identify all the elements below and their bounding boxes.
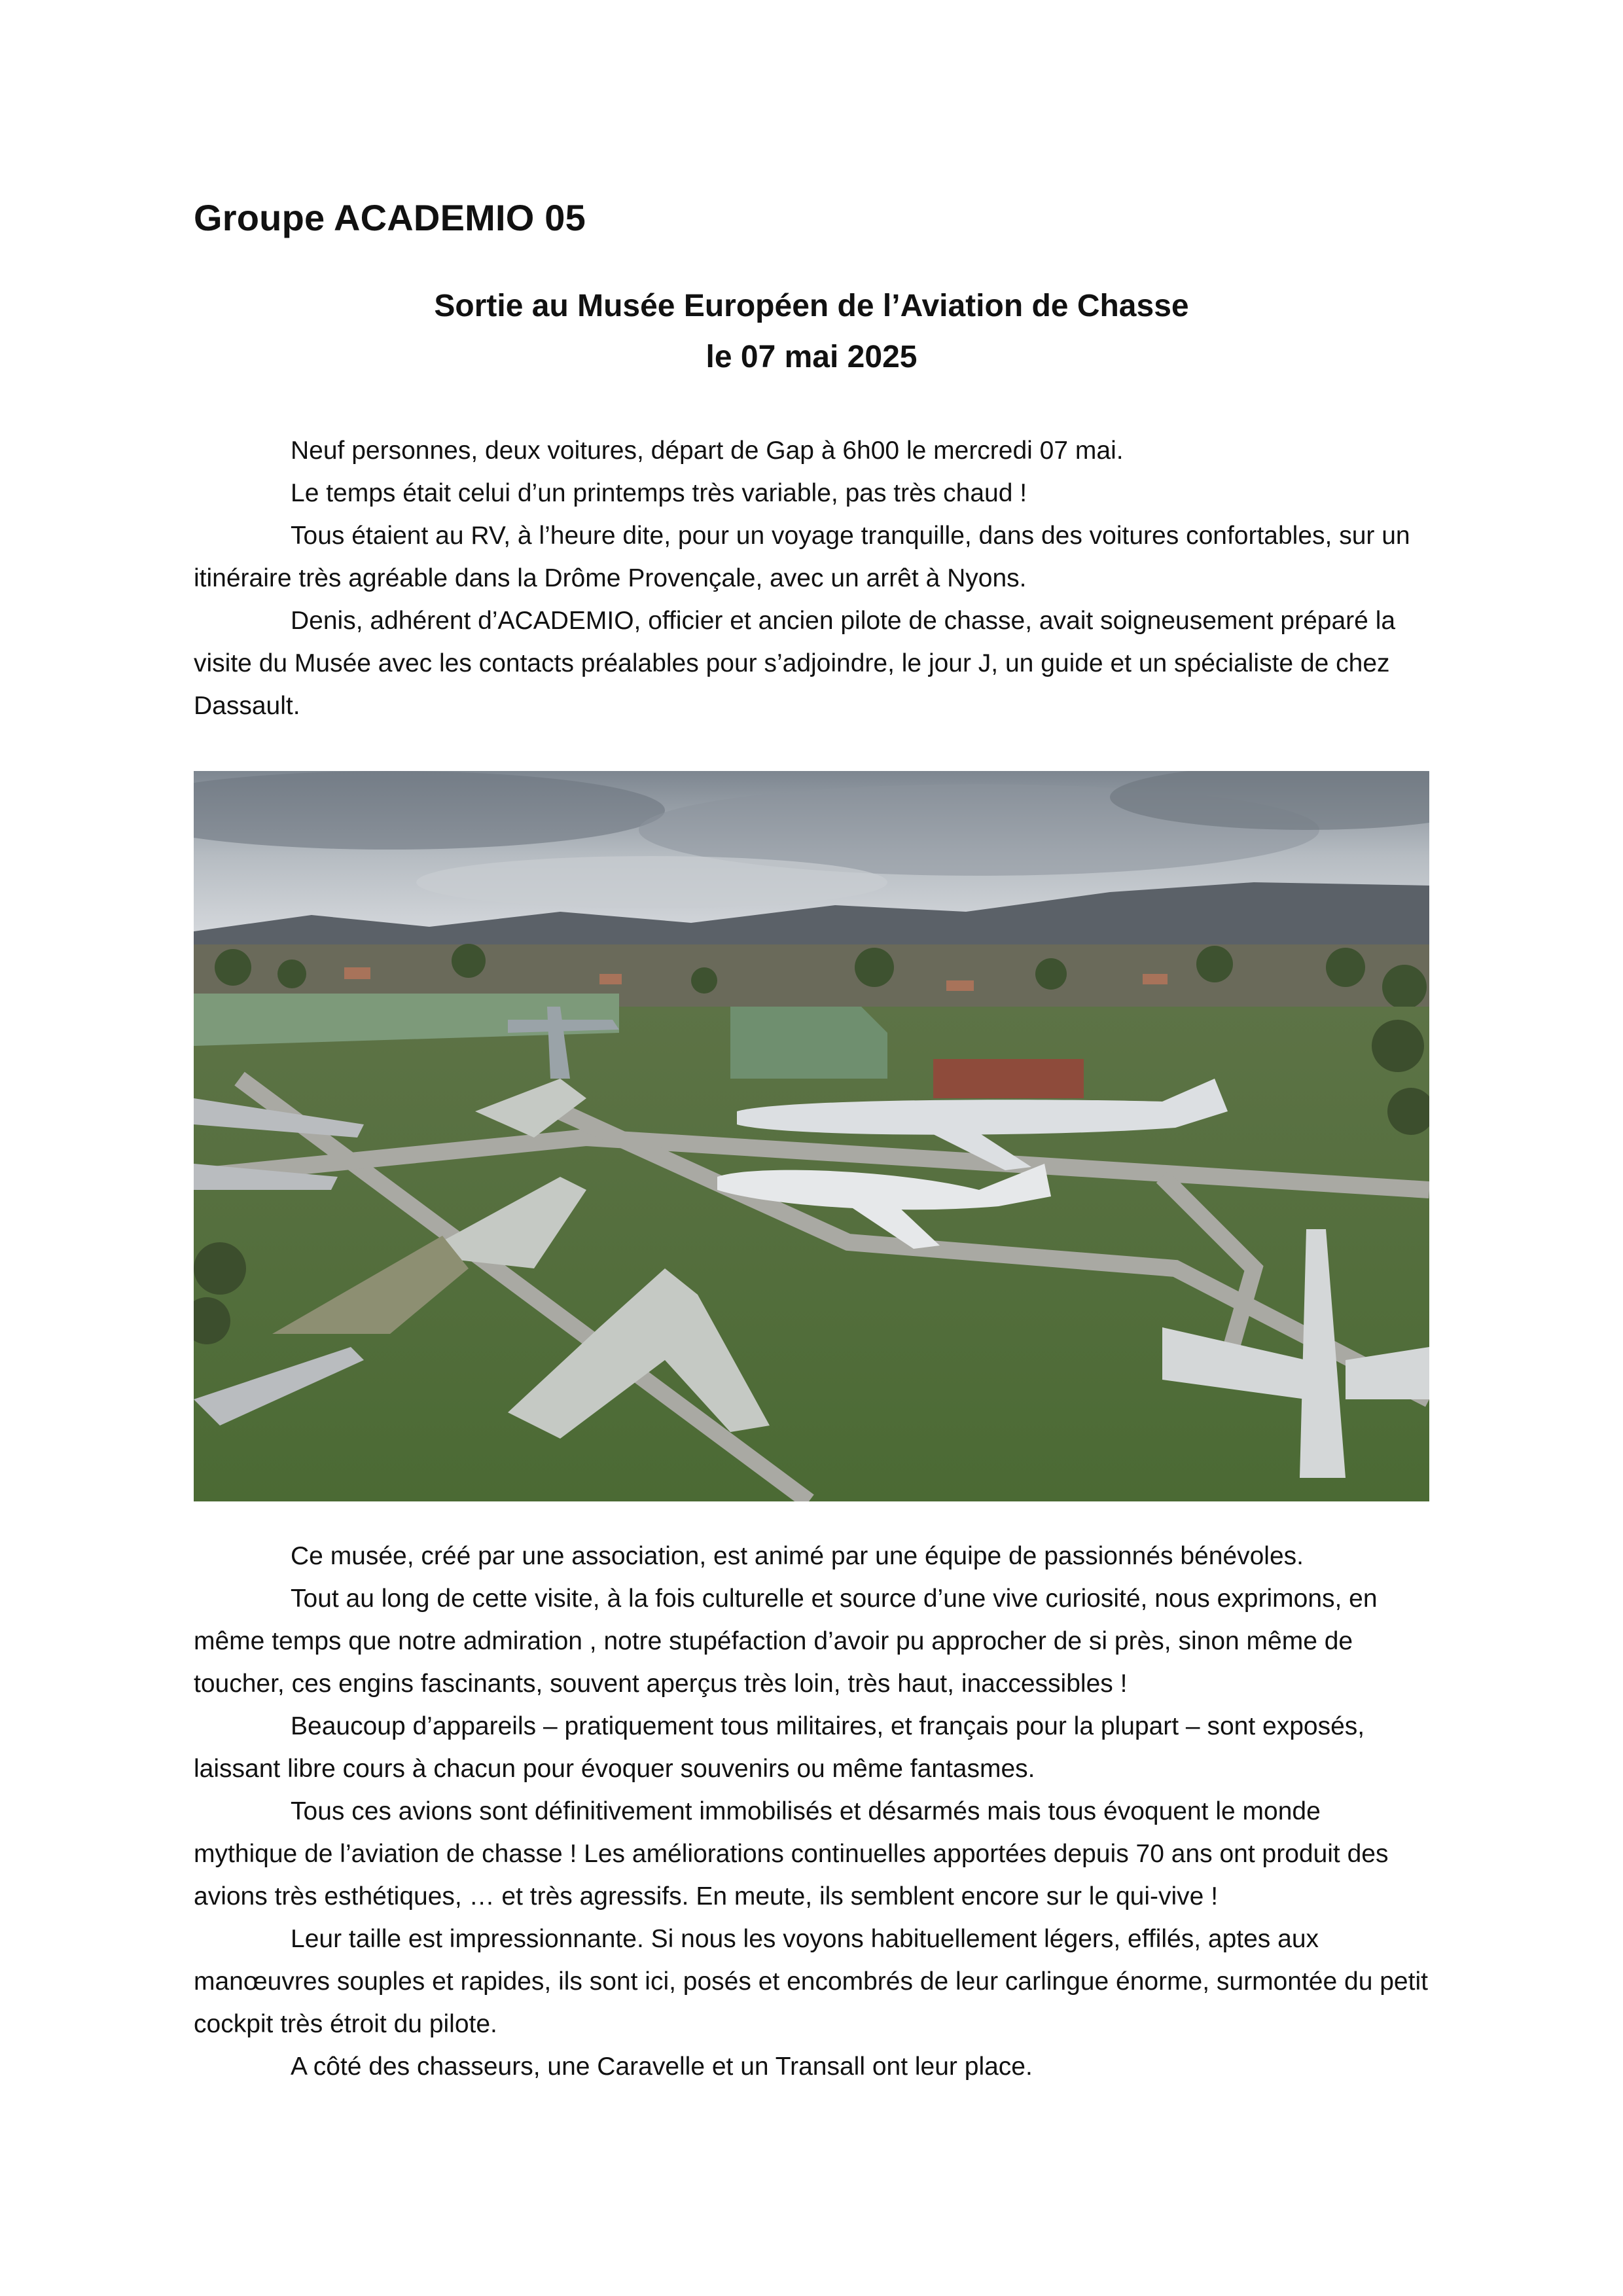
body-paragraph: Leur taille est impressionnante. Si nous les voyons habituellement légers, effilés, aptes aux manœuvres souples et rapides, ils sont ici, posés et encombrés de leur carlingue énorme, surmontée du petit cockpit très étroit du pilote.	[194, 1925, 1428, 2038]
body-paragraph: Tout au long de cette visite, à la fois culturelle et source d’une vive curiosité, nous exprimons, en même temps que notre admiration , notre stupéfaction d’avoir pu approcher de si près, sinon même de toucher, ces engins fascinants, souvent aperçus très loin, très haut, inaccessibles !	[194, 1585, 1378, 1698]
body-paragraph: Tous ces avions sont définitivement immobilisés et désarmés mais tous évoquent le monde mythique de l’aviation de chasse ! Les améliorations continuelles apportées depuis 70 ans ont produit des avions très esthétiques, … et très agressifs. En meute, ils semblent encore sur le qui-vive !	[194, 1797, 1389, 1910]
body-paragraph: A côté des chasseurs, une Caravelle et un Transall ont leur place.	[291, 2053, 1033, 2081]
group-title: Groupe ACADEMIO 05	[194, 197, 586, 238]
event-date: le 07 mai 2025	[705, 340, 918, 374]
museum-aerial-photo	[194, 771, 1429, 1501]
intro-paragraph: Neuf personnes, deux voitures, départ de Gap à 6h00 le mercredi 07 mai.	[291, 437, 1124, 465]
body-paragraph: Ce musée, créé par une association, est animé par une équipe de passionnés bénévoles.	[291, 1542, 1304, 1570]
body-section	[194, 1535, 1429, 2088]
event-title: Sortie au Musée Européen de l’Aviation de Chasse	[434, 289, 1189, 323]
body-paragraph: Beaucoup d’appareils – pratiquement tous militaires, et français pour la plupart – sont exposés, laissant libre cours à chacun pour évoquer souvenirs ou même fantasmes.	[194, 1712, 1365, 1783]
museum-photo-illustration	[194, 771, 1429, 1501]
intro-section	[194, 429, 1429, 727]
intro-paragraph: Le temps était celui d’un printemps très variable, pas très chaud !	[291, 479, 1027, 507]
intro-paragraph: Denis, adhérent d’ACADEMIO, officier et ancien pilote de chasse, avait soigneusement préparé la visite du Musée avec les contacts préalables pour s’adjoindre, le jour J, un guide et un spécialiste de chez Dassault.	[194, 607, 1396, 720]
intro-paragraph: Tous étaient au RV, à l’heure dite, pour un voyage tranquille, dans des voitures confortables, sur un itinéraire très agréable dans la Drôme Provençale, avec un arrêt à Nyons.	[194, 522, 1410, 592]
